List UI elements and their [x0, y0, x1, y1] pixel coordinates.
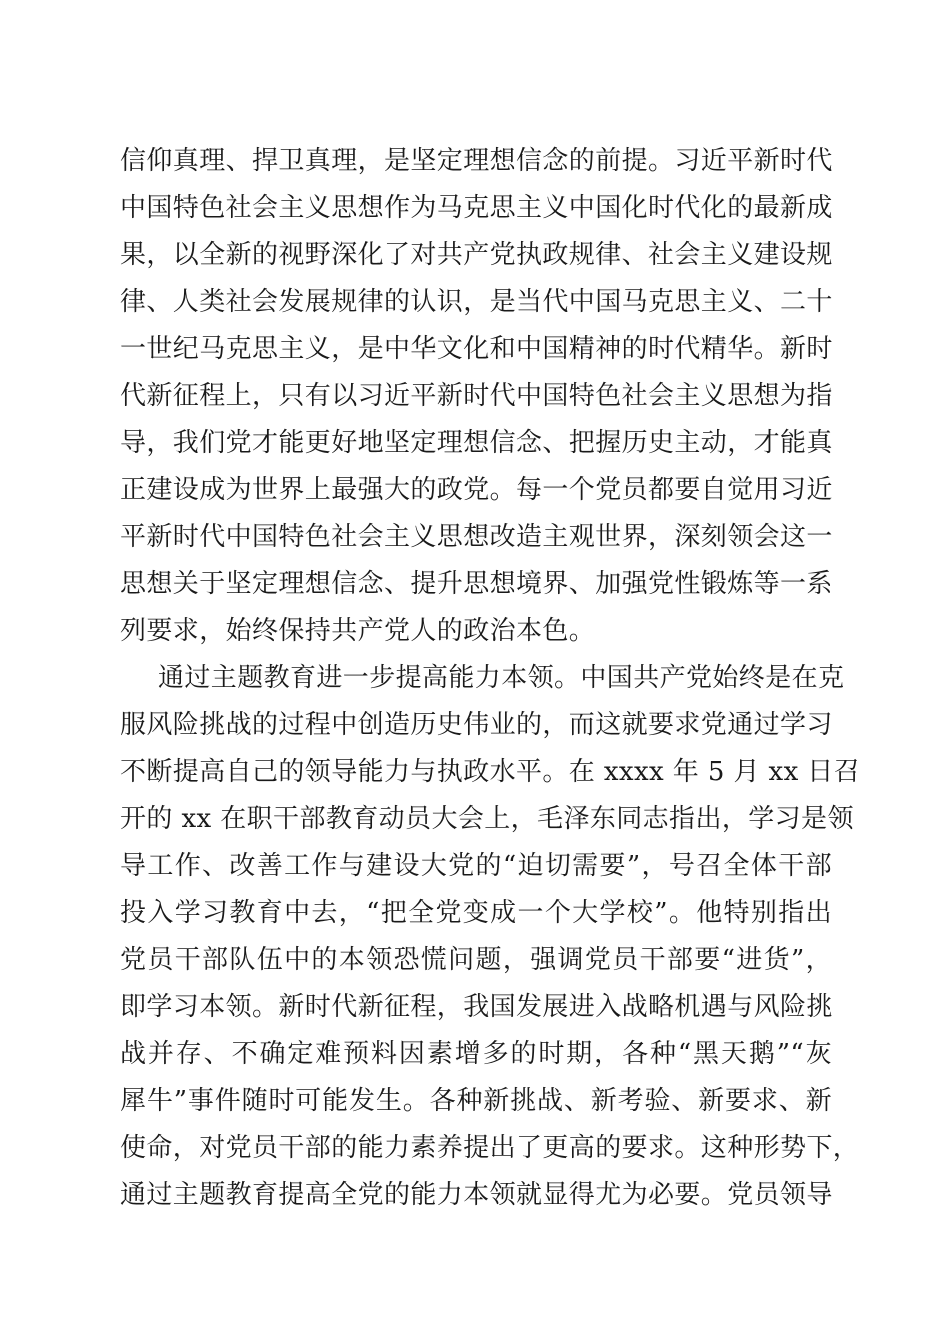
text-line: 服风险挑战的过程中创造历史伟业的，而这就要求党通过学习: [120, 710, 833, 740]
text-line: 即学习本领。新时代新征程，我国发展进入战略机遇与风险挑: [120, 992, 833, 1022]
text-line: 不断提高自己的领导能力与执政水平。在 xxxx 年 5 月 xx 日召: [120, 757, 861, 787]
body-text: [120, 138, 861, 1219]
paragraph-1: [120, 138, 832, 655]
text-line: 律、人类社会发展规律的认识，是当代中国马克思主义、二十: [120, 287, 833, 317]
text-line: 使命，对党员干部的能力素养提出了更高的要求。这种形势下，: [120, 1133, 860, 1163]
text-line: 代新征程上，只有以习近平新时代中国特色社会主义思想为指: [120, 381, 833, 411]
text-line: 犀牛”事件随时可能发生。各种新挑战、新考验、新要求、新: [120, 1086, 832, 1116]
text-line: 投入学习教育中去，“把全党变成一个大学校”。他特别指出: [120, 898, 832, 928]
text-line: 通过主题教育进一步提高能力本领。中国共产党始终是在克: [158, 663, 845, 693]
text-line: 信仰真理、捍卫真理，是坚定理想信念的前提。习近平新时代: [120, 146, 833, 176]
text-line: 战并存、不确定难预料因素增多的时期，各种“黑天鹅”“灰: [120, 1039, 832, 1069]
text-line: 导工作、改善工作与建设大党的“迫切需要”，号召全体干部: [120, 851, 832, 881]
text-line: 思想关于坚定理想信念、提升思想境界、加强党性锻炼等一系: [120, 569, 833, 599]
paragraph-2: [120, 655, 861, 1219]
text-line: 平新时代中国特色社会主义思想改造主观世界，深刻领会这一: [120, 522, 833, 552]
text-line: 列要求，始终保持共产党人的政治本色。: [120, 616, 596, 646]
text-line: 正建设成为世界上最强大的政党。每一个党员都要自觉用习近: [120, 475, 833, 505]
text-line: 中国特色社会主义思想作为马克思主义中国化时代化的最新成: [120, 193, 833, 223]
text-line: 党员干部队伍中的本领恐慌问题，强调党员干部要“进货”，: [120, 945, 832, 975]
text-line: 果，以全新的视野深化了对共产党执政规律、社会主义建设规: [120, 240, 833, 270]
text-line: 开的 xx 在职干部教育动员大会上，毛泽东同志指出，学习是领: [120, 804, 854, 834]
text-line: 导，我们党才能更好地坚定理想信念、把握历史主动，才能真: [120, 428, 833, 458]
text-line: 通过主题教育提高全党的能力本领就显得尤为必要。党员领导: [120, 1180, 833, 1210]
text-line: 一世纪马克思主义，是中华文化和中国精神的时代精华。新时: [120, 334, 833, 364]
